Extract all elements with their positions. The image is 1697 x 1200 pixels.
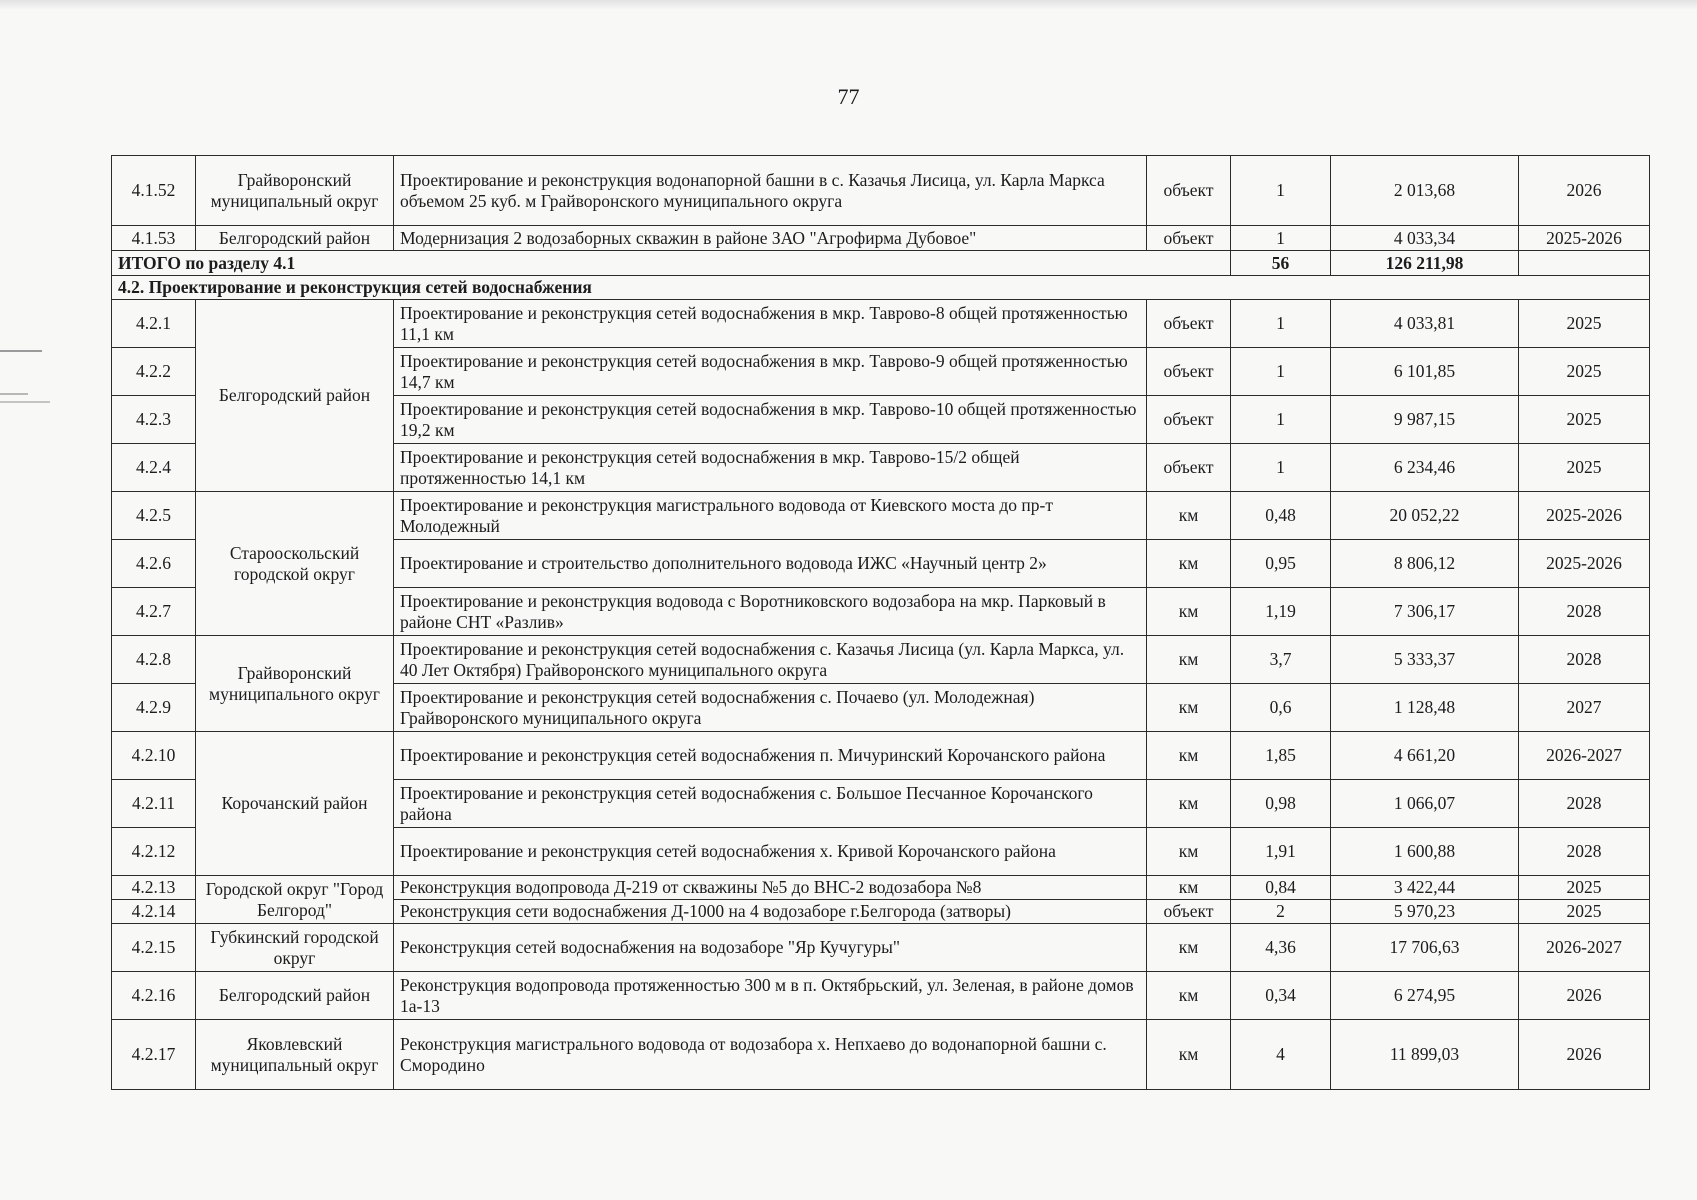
description-cell: Проектирование и реконструкция водонапорной башни в с. Казачья Лисица, ул. Карла Маркса объемом 25 куб. м Грайворонского муниципального округа — [394, 156, 1147, 226]
row-number: 4.1.53 — [112, 226, 196, 251]
years-cell: 2026 — [1519, 972, 1650, 1020]
description-cell: Модернизация 2 водозаборных скважин в районе ЗАО "Агрофирма Дубовое" — [394, 226, 1147, 251]
description-cell: Реконструкция водопровода протяженностью 300 м в п. Октябрьский, ул. Зеленая, в районе домов 1а-13 — [394, 972, 1147, 1020]
years-cell: 2026-2027 — [1519, 924, 1650, 972]
years-cell: 2028 — [1519, 780, 1650, 828]
description-cell: Проектирование и реконструкция сетей водоснабжения в мкр. Таврово-10 общей протяженностью 19,2 км — [394, 396, 1147, 444]
quantity-cell: 0,6 — [1231, 684, 1331, 732]
row-number: 4.2.12 — [112, 828, 196, 876]
table-row — [112, 972, 1650, 1020]
total-cost: 126 211,98 — [1331, 251, 1519, 276]
quantity-cell: 4 — [1231, 1020, 1331, 1090]
unit-cell: объект — [1147, 348, 1231, 396]
row-number: 4.2.17 — [112, 1020, 196, 1090]
years-cell: 2028 — [1519, 588, 1650, 636]
row-number: 4.2.3 — [112, 396, 196, 444]
table-row — [112, 924, 1650, 972]
total-years-empty — [1519, 251, 1650, 276]
section-title: 4.2. Проектирование и реконструкция сетей водоснабжения — [112, 276, 1650, 300]
unit-cell: объект — [1147, 900, 1231, 924]
description-cell: Проектирование и реконструкция магистрального водовода от Киевского моста до пр-т Молодежный — [394, 492, 1147, 540]
quantity-cell: 1,19 — [1231, 588, 1331, 636]
unit-cell: км — [1147, 588, 1231, 636]
table-row — [112, 732, 1650, 780]
cost-cell: 6 101,85 — [1331, 348, 1519, 396]
unit-cell: объект — [1147, 156, 1231, 226]
years-cell: 2025 — [1519, 900, 1650, 924]
row-number: 4.2.15 — [112, 924, 196, 972]
cost-cell: 2 013,68 — [1331, 156, 1519, 226]
unit-cell: км — [1147, 876, 1231, 900]
table-row — [112, 492, 1650, 540]
cost-cell: 4 033,81 — [1331, 300, 1519, 348]
unit-cell: км — [1147, 492, 1231, 540]
years-cell: 2026 — [1519, 156, 1650, 226]
years-cell: 2025 — [1519, 876, 1650, 900]
quantity-cell: 0,34 — [1231, 972, 1331, 1020]
table-row — [112, 300, 1650, 348]
quantity-cell: 2 — [1231, 900, 1331, 924]
row-number: 4.2.9 — [112, 684, 196, 732]
district-cell: Белгородский район — [196, 972, 394, 1020]
quantity-cell: 1 — [1231, 396, 1331, 444]
table-row — [112, 1020, 1650, 1090]
district-cell: Старооскольский городской округ — [196, 492, 394, 636]
table-row — [112, 226, 1650, 251]
row-number: 4.2.1 — [112, 300, 196, 348]
quantity-cell: 0,84 — [1231, 876, 1331, 900]
row-number: 4.2.7 — [112, 588, 196, 636]
cost-cell: 1 066,07 — [1331, 780, 1519, 828]
years-cell: 2026-2027 — [1519, 732, 1650, 780]
table-row — [112, 636, 1650, 684]
description-cell: Проектирование и реконструкция сетей водоснабжения с. Казачья Лисица (ул. Карла Маркса, ул. 40 Лет Октября) Грайворонского муниципального округа — [394, 636, 1147, 684]
total-label: ИТОГО по разделу 4.1 — [112, 251, 1231, 276]
quantity-cell: 1 — [1231, 226, 1331, 251]
description-cell: Реконструкция водопровода Д-219 от скважины №5 до ВНС-2 водозабора №8 — [394, 876, 1147, 900]
district-cell: Корочанский район — [196, 732, 394, 876]
years-cell: 2026 — [1519, 1020, 1650, 1090]
description-cell: Реконструкция сетей водоснабжения на водозаборе "Яр Кучугуры" — [394, 924, 1147, 972]
description-cell: Проектирование и реконструкция сетей водоснабжения с. Почаево (ул. Молодежная) Грайворонского муниципального округа — [394, 684, 1147, 732]
description-cell: Реконструкция сети водоснабжения Д-1000 на 4 водозаборе г.Белгорода (затворы) — [394, 900, 1147, 924]
quantity-cell: 4,36 — [1231, 924, 1331, 972]
description-cell: Проектирование и реконструкция сетей водоснабжения с. Большое Песчанное Корочанского района — [394, 780, 1147, 828]
cost-cell: 1 128,48 — [1331, 684, 1519, 732]
cost-cell: 4 033,34 — [1331, 226, 1519, 251]
unit-cell: км — [1147, 684, 1231, 732]
row-number: 4.2.11 — [112, 780, 196, 828]
quantity-cell: 1 — [1231, 156, 1331, 226]
row-number: 4.2.13 — [112, 876, 196, 900]
years-cell: 2027 — [1519, 684, 1650, 732]
row-number: 4.2.4 — [112, 444, 196, 492]
page-number: 77 — [837, 84, 860, 109]
quantity-cell: 3,7 — [1231, 636, 1331, 684]
cost-cell: 17 706,63 — [1331, 924, 1519, 972]
unit-cell: км — [1147, 540, 1231, 588]
cost-cell: 5 970,23 — [1331, 900, 1519, 924]
cost-cell: 20 052,22 — [1331, 492, 1519, 540]
row-number: 4.1.52 — [112, 156, 196, 226]
unit-cell: км — [1147, 732, 1231, 780]
district-cell: Грайворонский муниципального округ — [196, 636, 394, 732]
cost-cell: 8 806,12 — [1331, 540, 1519, 588]
years-cell: 2025 — [1519, 396, 1650, 444]
district-cell: Белгородский район — [196, 300, 394, 492]
years-cell: 2028 — [1519, 636, 1650, 684]
unit-cell: км — [1147, 828, 1231, 876]
quantity-cell: 1 — [1231, 348, 1331, 396]
row-number: 4.2.10 — [112, 732, 196, 780]
unit-cell: км — [1147, 636, 1231, 684]
description-cell: Проектирование и реконструкция сетей водоснабжения х. Кривой Корочанского района — [394, 828, 1147, 876]
years-cell: 2025 — [1519, 348, 1650, 396]
cost-cell: 4 661,20 — [1331, 732, 1519, 780]
row-number: 4.2.8 — [112, 636, 196, 684]
quantity-cell: 1 — [1231, 300, 1331, 348]
unit-cell: объект — [1147, 226, 1231, 251]
quantity-cell: 1,91 — [1231, 828, 1331, 876]
description-cell: Проектирование и реконструкция сетей водоснабжения в мкр. Таврово-15/2 общей протяженностью 14,1 км — [394, 444, 1147, 492]
cost-cell: 6 234,46 — [1331, 444, 1519, 492]
quantity-cell: 0,98 — [1231, 780, 1331, 828]
unit-cell: объект — [1147, 300, 1231, 348]
description-cell: Реконструкция магистрального водовода от водозабора х. Непхаево до водонапорной башни с. Смородино — [394, 1020, 1147, 1090]
unit-cell: км — [1147, 972, 1231, 1020]
scan-margin-marks — [0, 345, 60, 425]
cost-cell: 5 333,37 — [1331, 636, 1519, 684]
row-number: 4.2.16 — [112, 972, 196, 1020]
years-cell: 2025-2026 — [1519, 226, 1650, 251]
quantity-cell: 1 — [1231, 444, 1331, 492]
description-cell: Проектирование и реконструкция сетей водоснабжения п. Мичуринский Корочанского района — [394, 732, 1147, 780]
quantity-cell: 0,95 — [1231, 540, 1331, 588]
quantity-cell: 0,48 — [1231, 492, 1331, 540]
table-row — [112, 876, 1650, 900]
years-cell: 2025 — [1519, 300, 1650, 348]
cost-cell: 9 987,15 — [1331, 396, 1519, 444]
unit-cell: объект — [1147, 444, 1231, 492]
cost-cell: 3 422,44 — [1331, 876, 1519, 900]
description-cell: Проектирование и реконструкция сетей водоснабжения в мкр. Таврово-9 общей протяженностью 14,7 км — [394, 348, 1147, 396]
district-cell: Грайворонский муниципальный округ — [196, 156, 394, 226]
cost-cell: 7 306,17 — [1331, 588, 1519, 636]
district-cell: Яковлевский муниципальный округ — [196, 1020, 394, 1090]
total-quantity: 56 — [1231, 251, 1331, 276]
total-row — [112, 251, 1650, 276]
unit-cell: объект — [1147, 396, 1231, 444]
years-cell: 2025-2026 — [1519, 492, 1650, 540]
cost-cell: 11 899,03 — [1331, 1020, 1519, 1090]
scan-edge-shadow — [0, 0, 1697, 10]
row-number: 4.2.5 — [112, 492, 196, 540]
district-cell: Губкинский городской округ — [196, 924, 394, 972]
section-heading-row — [112, 276, 1650, 300]
cost-cell: 1 600,88 — [1331, 828, 1519, 876]
table-row — [112, 156, 1650, 226]
description-cell: Проектирование и реконструкция сетей водоснабжения в мкр. Таврово-8 общей протяженностью 11,1 км — [394, 300, 1147, 348]
years-cell: 2025 — [1519, 444, 1650, 492]
district-cell: Белгородский район — [196, 226, 394, 251]
unit-cell: км — [1147, 924, 1231, 972]
quantity-cell: 1,85 — [1231, 732, 1331, 780]
years-cell: 2028 — [1519, 828, 1650, 876]
description-cell: Проектирование и реконструкция водовода с Воротниковского водозабора на мкр. Парковый в районе СНТ «Разлив» — [394, 588, 1147, 636]
unit-cell: км — [1147, 780, 1231, 828]
row-number: 4.2.14 — [112, 900, 196, 924]
district-cell: Городской округ "Город Белгород" — [196, 876, 394, 924]
unit-cell: км — [1147, 1020, 1231, 1090]
years-cell: 2025-2026 — [1519, 540, 1650, 588]
row-number: 4.2.2 — [112, 348, 196, 396]
cost-cell: 6 274,95 — [1331, 972, 1519, 1020]
row-number: 4.2.6 — [112, 540, 196, 588]
description-cell: Проектирование и строительство дополнительного водовода ИЖС «Научный центр 2» — [394, 540, 1147, 588]
program-table — [111, 155, 1650, 1090]
